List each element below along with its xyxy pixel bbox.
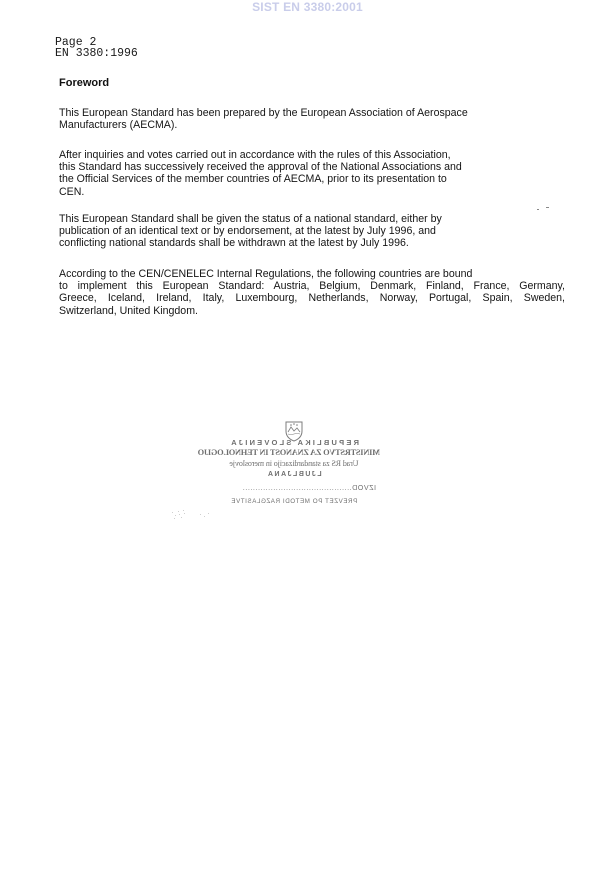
- page-number: Page 2: [55, 36, 97, 49]
- watermark: SIST EN 3380:2001: [252, 0, 363, 14]
- paragraph-countries: [59, 268, 565, 317]
- text-line: publication of an identical text or by endorsement, at the latest by July 1996, and: [59, 225, 436, 238]
- text-line: After inquiries and votes carried out in accordance with the rules of this Association,: [59, 149, 451, 161]
- paragraph-approval: [59, 149, 462, 198]
- official-stamp: [197, 418, 380, 516]
- stamp-line: Urad RS za standardizacijo in meroslovje: [229, 459, 359, 468]
- text-line: Greece, Iceland, Ireland, Italy, Luxembourg, Netherlands, Norway, Portugal, Spain, Sweden,: [59, 292, 565, 305]
- standard-reference: EN 3380:1996: [55, 47, 138, 60]
- text-line: According to the CEN/CENELEC Internal Regulations, the following countries are bound: [59, 268, 473, 280]
- stamp-line: MINISTRSTVO ZA ZNANOST IN TEHNOLOGIJO: [197, 448, 380, 457]
- text-line: This European Standard shall be given the status of a national standard, either by: [59, 213, 442, 225]
- stamp-line: IZVOD...........................................: [242, 485, 376, 492]
- foreword-heading: Foreword: [59, 77, 110, 89]
- stamp-line: LJUBLJANA: [266, 471, 322, 478]
- text-line: this Standard has successively received the approval of the National Associations and: [59, 161, 462, 174]
- text-line: CEN.: [59, 185, 85, 198]
- page-header: [55, 37, 138, 59]
- paragraph-national-status: [59, 213, 442, 250]
- text-line: Switzerland, United Kingdom.: [59, 304, 198, 317]
- text-line: Manufacturers (AECMA).: [59, 119, 178, 132]
- text-line: the Official Services of the member countries of AECMA, prior to its presentation to: [59, 173, 447, 186]
- text-line: conflicting national standards shall be withdrawn at the latest by July 1996.: [59, 237, 409, 250]
- scan-smudge: [170, 509, 215, 521]
- stamp-line: PREVZET PO METODI RAZGLASITVE: [230, 498, 358, 505]
- text-line: This European Standard has been prepared by the European Association of Aerospace: [59, 107, 468, 119]
- paragraph-prepared-by: [59, 107, 468, 131]
- scan-speck: [537, 207, 551, 211]
- stamp-line: REPUBLIKA SLOVENIJA: [229, 438, 359, 447]
- text-line: to implement this European Standard: Austria, Belgium, Denmark, Finland, France, Germany,: [59, 280, 565, 293]
